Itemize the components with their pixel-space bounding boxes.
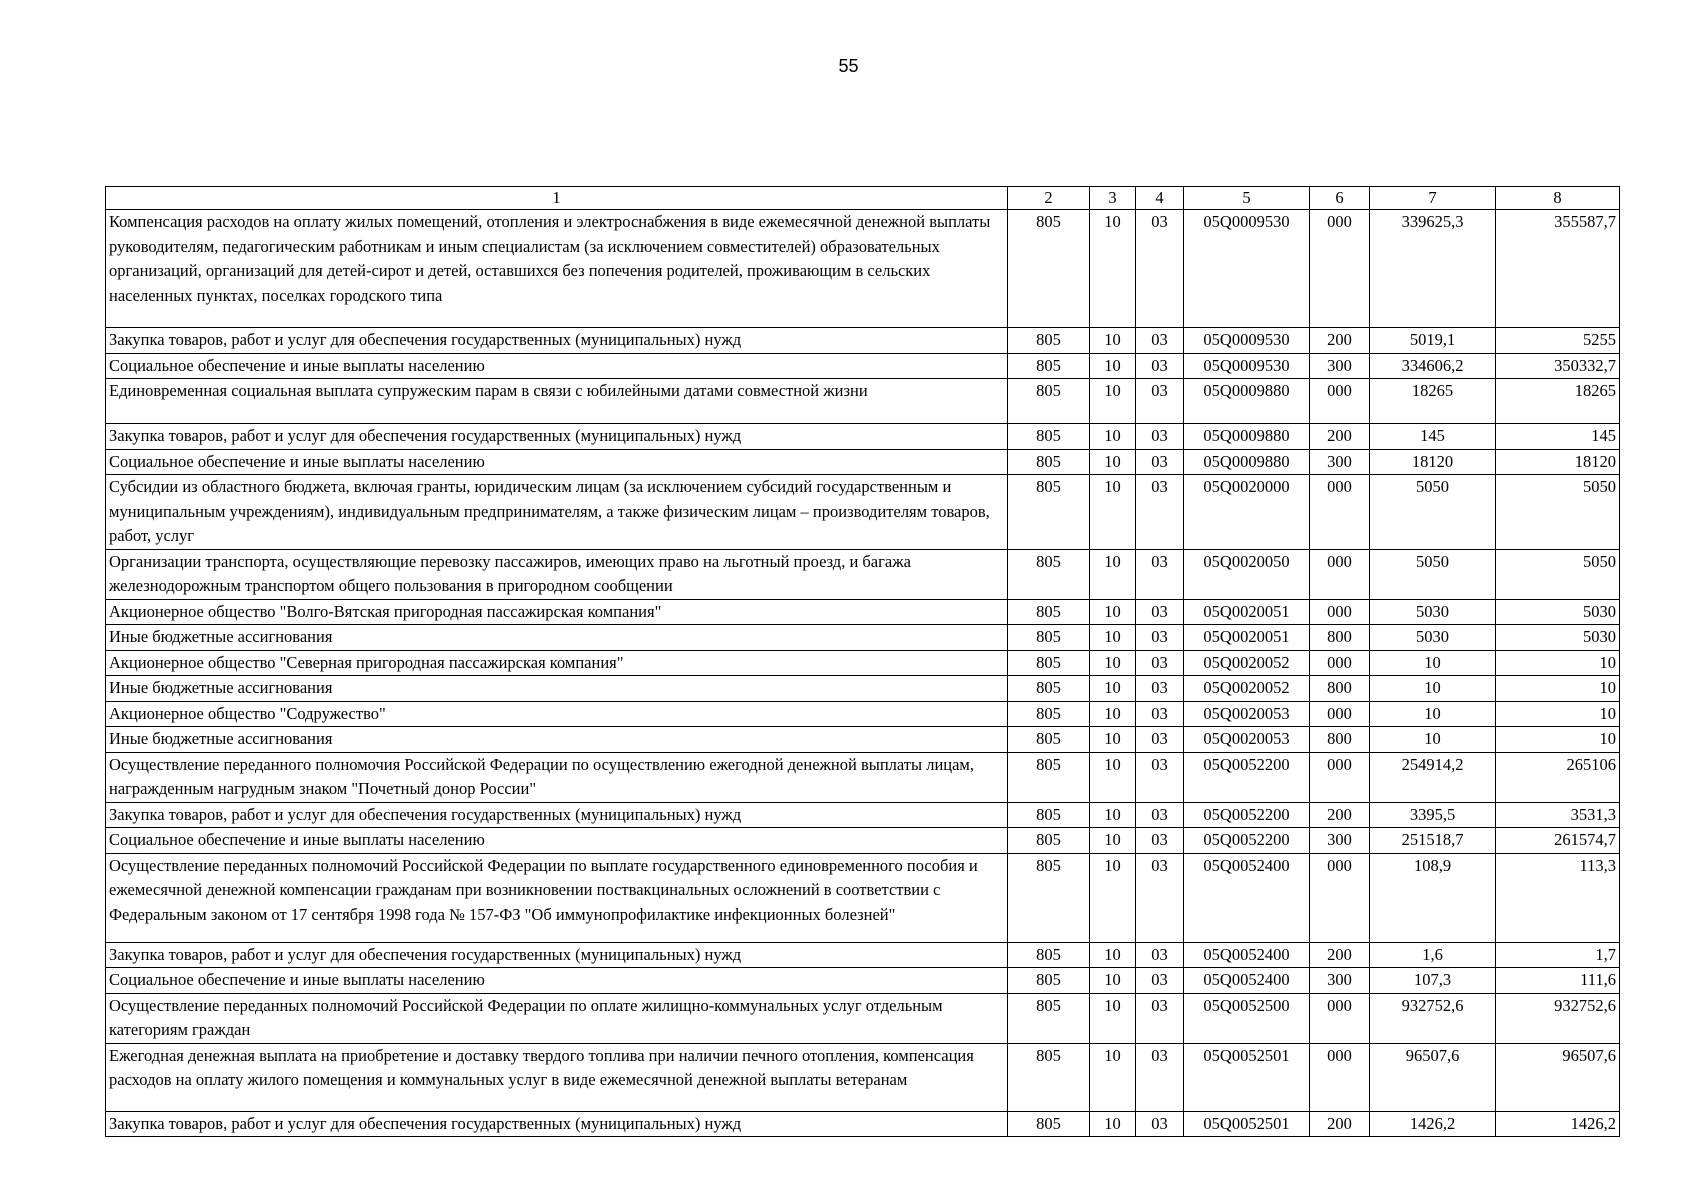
budget-table (105, 186, 1620, 1137)
row-code-cell: 96507,6 (1370, 1043, 1496, 1111)
row-code-cell: 800 (1310, 727, 1370, 753)
row-name-cell: Осуществление переданных полномочий Российской Федерации по выплате государственного единовременного пособия и ежемесячной денежной компенсации гражданам при возникновении поствакцинальных осложнений в соответствии с Федеральным законом от 17 сентября 1998 года № 157-ФЗ "Об иммунопрофилактике инфекционных болезней" (106, 853, 1008, 942)
header-cell: 6 (1310, 187, 1370, 210)
row-code-cell: 10 (1090, 650, 1136, 676)
row-code-cell: 805 (1008, 701, 1090, 727)
row-code-cell: 10 (1496, 650, 1620, 676)
row-code-cell: 10 (1090, 424, 1136, 450)
row-code-cell: 03 (1136, 650, 1184, 676)
header-cell: 4 (1136, 187, 1184, 210)
row-name-cell: Социальное обеспечение и иные выплаты населению (106, 968, 1008, 994)
row-name-cell: Осуществление переданных полномочий Российской Федерации по оплате жилищно-коммунальных услуг отдельным категориям граждан (106, 993, 1008, 1043)
row-code-cell: 3395,5 (1370, 802, 1496, 828)
row-code-cell: 805 (1008, 828, 1090, 854)
row-code-cell: 03 (1136, 475, 1184, 550)
row-code-cell: 10 (1090, 353, 1136, 379)
row-code-cell: 10 (1090, 968, 1136, 994)
row-code-cell: 05Q0052500 (1184, 993, 1310, 1043)
row-code-cell: 10 (1496, 701, 1620, 727)
row-name-cell: Ежегодная денежная выплата на приобретение и доставку твердого топлива при наличии печного отопления, компенсация расходов на оплату жилого помещения и коммунальных услуг в виде ежемесячной денежной выплаты ветеранам (106, 1043, 1008, 1111)
row-code-cell: 03 (1136, 210, 1184, 328)
table-row (106, 727, 1620, 753)
row-code-cell: 800 (1310, 676, 1370, 702)
row-code-cell: 805 (1008, 650, 1090, 676)
row-code-cell: 03 (1136, 1111, 1184, 1137)
row-code-cell: 805 (1008, 475, 1090, 550)
row-code-cell: 03 (1136, 993, 1184, 1043)
row-code-cell: 932752,6 (1496, 993, 1620, 1043)
header-cell: 2 (1008, 187, 1090, 210)
table-body (106, 210, 1620, 1137)
row-code-cell: 18120 (1370, 449, 1496, 475)
row-code-cell: 03 (1136, 424, 1184, 450)
row-code-cell: 334606,2 (1370, 353, 1496, 379)
table-row (106, 968, 1620, 994)
row-code-cell: 05Q0052400 (1184, 853, 1310, 942)
table-row (106, 599, 1620, 625)
row-code-cell: 805 (1008, 328, 1090, 354)
row-code-cell: 805 (1008, 752, 1090, 802)
table-row (106, 828, 1620, 854)
row-name-cell: Социальное обеспечение и иные выплаты населению (106, 449, 1008, 475)
page-number: 55 (838, 56, 859, 76)
table-row (106, 625, 1620, 651)
table-row (106, 549, 1620, 599)
row-code-cell: 10 (1090, 475, 1136, 550)
table-row (106, 353, 1620, 379)
row-code-cell: 05Q0052400 (1184, 942, 1310, 968)
row-code-cell: 05Q0052501 (1184, 1111, 1310, 1137)
row-code-cell: 10 (1090, 549, 1136, 599)
row-name-cell: Единовременная социальная выплата супружеским парам в связи с юбилейными датами совместной жизни (106, 379, 1008, 424)
table-row (106, 701, 1620, 727)
row-code-cell: 5030 (1370, 625, 1496, 651)
row-code-cell: 805 (1008, 802, 1090, 828)
row-code-cell: 000 (1310, 1043, 1370, 1111)
row-code-cell: 000 (1310, 475, 1370, 550)
row-code-cell: 251518,7 (1370, 828, 1496, 854)
row-code-cell: 10 (1090, 328, 1136, 354)
row-code-cell: 000 (1310, 752, 1370, 802)
row-code-cell: 107,3 (1370, 968, 1496, 994)
row-code-cell: 03 (1136, 379, 1184, 424)
table-row (106, 1111, 1620, 1137)
table-row (106, 853, 1620, 942)
row-code-cell: 805 (1008, 968, 1090, 994)
table-row (106, 993, 1620, 1043)
row-code-cell: 10 (1370, 727, 1496, 753)
row-code-cell: 113,3 (1496, 853, 1620, 942)
row-code-cell: 10 (1090, 701, 1136, 727)
header-cell: 8 (1496, 187, 1620, 210)
row-code-cell: 300 (1310, 828, 1370, 854)
row-code-cell: 10 (1090, 599, 1136, 625)
row-code-cell: 05Q0009530 (1184, 328, 1310, 354)
row-code-cell: 932752,6 (1370, 993, 1496, 1043)
row-code-cell: 10 (1090, 625, 1136, 651)
row-code-cell: 03 (1136, 853, 1184, 942)
table-row (106, 942, 1620, 968)
row-code-cell: 03 (1136, 625, 1184, 651)
row-code-cell: 03 (1136, 802, 1184, 828)
row-code-cell: 10 (1090, 993, 1136, 1043)
row-name-cell: Субсидии из областного бюджета, включая гранты, юридическим лицам (за исключением субсидий государственным и муниципальным учреждениям), индивидуальным предпринимателям, а также физическим лицам – производителям товаров, работ, услуг (106, 475, 1008, 550)
row-name-cell: Социальное обеспечение и иные выплаты населению (106, 353, 1008, 379)
row-name-cell: Иные бюджетные ассигнования (106, 727, 1008, 753)
row-code-cell: 10 (1090, 379, 1136, 424)
row-code-cell: 1426,2 (1496, 1111, 1620, 1137)
row-code-cell: 05Q0052200 (1184, 802, 1310, 828)
row-code-cell: 805 (1008, 424, 1090, 450)
row-code-cell: 18120 (1496, 449, 1620, 475)
row-code-cell: 03 (1136, 599, 1184, 625)
row-name-cell: Иные бюджетные ассигнования (106, 625, 1008, 651)
row-code-cell: 10 (1496, 676, 1620, 702)
table-row (106, 379, 1620, 424)
row-code-cell: 000 (1310, 379, 1370, 424)
row-code-cell: 03 (1136, 549, 1184, 599)
row-code-cell: 805 (1008, 449, 1090, 475)
row-code-cell: 10 (1090, 449, 1136, 475)
row-code-cell: 05Q0020051 (1184, 599, 1310, 625)
row-code-cell: 5050 (1496, 549, 1620, 599)
row-code-cell: 10 (1370, 650, 1496, 676)
row-name-cell: Закупка товаров, работ и услуг для обеспечения государственных (муниципальных) нужд (106, 424, 1008, 450)
row-code-cell: 10 (1090, 676, 1136, 702)
row-name-cell: Акционерное общество "Содружество" (106, 701, 1008, 727)
table-row (106, 650, 1620, 676)
row-code-cell: 000 (1310, 853, 1370, 942)
table-row (106, 328, 1620, 354)
row-code-cell: 805 (1008, 853, 1090, 942)
row-name-cell: Закупка товаров, работ и услуг для обеспечения государственных (муниципальных) нужд (106, 328, 1008, 354)
row-code-cell: 10 (1370, 676, 1496, 702)
row-code-cell: 96507,6 (1496, 1043, 1620, 1111)
row-code-cell: 03 (1136, 727, 1184, 753)
row-code-cell: 05Q0020053 (1184, 727, 1310, 753)
row-code-cell: 1,7 (1496, 942, 1620, 968)
row-code-cell: 05Q0009880 (1184, 449, 1310, 475)
row-code-cell: 10 (1090, 853, 1136, 942)
row-code-cell: 10 (1090, 210, 1136, 328)
table-row (106, 752, 1620, 802)
row-name-cell: Закупка товаров, работ и услуг для обеспечения государственных (муниципальных) нужд (106, 802, 1008, 828)
row-code-cell: 03 (1136, 328, 1184, 354)
row-name-cell: Осуществление переданного полномочия Российской Федерации по осуществлению ежегодной денежной выплаты лицам, награжденным нагрудным знаком "Почетный донор России" (106, 752, 1008, 802)
row-code-cell: 10 (1090, 942, 1136, 968)
header-cell: 1 (106, 187, 1008, 210)
table-row (106, 475, 1620, 550)
row-code-cell: 145 (1496, 424, 1620, 450)
row-code-cell: 805 (1008, 727, 1090, 753)
row-code-cell: 03 (1136, 676, 1184, 702)
row-code-cell: 5030 (1496, 625, 1620, 651)
row-code-cell: 05Q0020000 (1184, 475, 1310, 550)
row-code-cell: 000 (1310, 599, 1370, 625)
row-code-cell: 05Q0020052 (1184, 650, 1310, 676)
row-code-cell: 145 (1370, 424, 1496, 450)
row-name-cell: Закупка товаров, работ и услуг для обеспечения государственных (муниципальных) нужд (106, 942, 1008, 968)
row-code-cell: 3531,3 (1496, 802, 1620, 828)
row-code-cell: 000 (1310, 650, 1370, 676)
row-code-cell: 05Q0009530 (1184, 353, 1310, 379)
row-code-cell: 805 (1008, 942, 1090, 968)
table-row (106, 449, 1620, 475)
row-code-cell: 5050 (1370, 475, 1496, 550)
row-code-cell: 03 (1136, 828, 1184, 854)
row-code-cell: 805 (1008, 549, 1090, 599)
row-code-cell: 1,6 (1370, 942, 1496, 968)
row-code-cell: 5050 (1370, 549, 1496, 599)
row-code-cell: 300 (1310, 353, 1370, 379)
row-code-cell: 200 (1310, 942, 1370, 968)
row-code-cell: 05Q0020052 (1184, 676, 1310, 702)
row-code-cell: 18265 (1370, 379, 1496, 424)
row-code-cell: 03 (1136, 1043, 1184, 1111)
row-code-cell: 03 (1136, 353, 1184, 379)
row-code-cell: 05Q0009530 (1184, 210, 1310, 328)
row-code-cell: 05Q0052200 (1184, 752, 1310, 802)
row-code-cell: 18265 (1496, 379, 1620, 424)
table-row (106, 424, 1620, 450)
row-code-cell: 111,6 (1496, 968, 1620, 994)
header-cell: 5 (1184, 187, 1310, 210)
row-code-cell: 05Q0052200 (1184, 828, 1310, 854)
row-code-cell: 05Q0020053 (1184, 701, 1310, 727)
row-code-cell: 805 (1008, 1043, 1090, 1111)
header-cell: 7 (1370, 187, 1496, 210)
row-code-cell: 05Q0009880 (1184, 424, 1310, 450)
row-name-cell: Компенсация расходов на оплату жилых помещений, отопления и электроснабжения в виде ежемесячной денежной выплаты руководителям, педагогическим работникам и иным специалистам (за исключением совместителей) образовательных организаций, организаций для детей-сирот и детей, оставшихся без попечения родителей, проживающим в сельских населенных пунктах, поселках городского типа (106, 210, 1008, 328)
row-code-cell: 200 (1310, 1111, 1370, 1137)
row-code-cell: 805 (1008, 1111, 1090, 1137)
row-code-cell: 03 (1136, 942, 1184, 968)
row-code-cell: 805 (1008, 210, 1090, 328)
row-code-cell: 5030 (1370, 599, 1496, 625)
row-code-cell: 261574,7 (1496, 828, 1620, 854)
row-code-cell: 355587,7 (1496, 210, 1620, 328)
row-code-cell: 5030 (1496, 599, 1620, 625)
row-code-cell: 805 (1008, 599, 1090, 625)
row-code-cell: 5050 (1496, 475, 1620, 550)
row-code-cell: 200 (1310, 328, 1370, 354)
row-code-cell: 05Q0009880 (1184, 379, 1310, 424)
row-code-cell: 05Q0052400 (1184, 968, 1310, 994)
row-code-cell: 300 (1310, 968, 1370, 994)
header-row (106, 187, 1620, 210)
row-name-cell: Закупка товаров, работ и услуг для обеспечения государственных (муниципальных) нужд (106, 1111, 1008, 1137)
row-code-cell: 05Q0052501 (1184, 1043, 1310, 1111)
row-code-cell: 10 (1496, 727, 1620, 753)
row-code-cell: 805 (1008, 625, 1090, 651)
row-code-cell: 10 (1090, 1111, 1136, 1137)
row-name-cell: Иные бюджетные ассигнования (106, 676, 1008, 702)
row-code-cell: 300 (1310, 449, 1370, 475)
table-header (106, 187, 1620, 210)
row-code-cell: 03 (1136, 701, 1184, 727)
row-code-cell: 03 (1136, 449, 1184, 475)
row-code-cell: 000 (1310, 210, 1370, 328)
row-name-cell: Акционерное общество "Северная пригородная пассажирская компания" (106, 650, 1008, 676)
table-row (106, 802, 1620, 828)
row-code-cell: 254914,2 (1370, 752, 1496, 802)
row-code-cell: 805 (1008, 379, 1090, 424)
row-code-cell: 1426,2 (1370, 1111, 1496, 1137)
row-code-cell: 805 (1008, 993, 1090, 1043)
row-code-cell: 805 (1008, 353, 1090, 379)
table-row (106, 676, 1620, 702)
row-name-cell: Организации транспорта, осуществляющие перевозку пассажиров, имеющих право на льготный проезд, и багажа железнодорожным транспортом общего пользования в пригородном сообщении (106, 549, 1008, 599)
row-code-cell: 800 (1310, 625, 1370, 651)
row-code-cell: 05Q0020051 (1184, 625, 1310, 651)
row-code-cell: 000 (1310, 993, 1370, 1043)
row-code-cell: 200 (1310, 424, 1370, 450)
header-cell: 3 (1090, 187, 1136, 210)
row-code-cell: 10 (1090, 802, 1136, 828)
row-code-cell: 000 (1310, 701, 1370, 727)
row-code-cell: 000 (1310, 549, 1370, 599)
row-code-cell: 10 (1090, 1043, 1136, 1111)
row-name-cell: Акционерное общество "Волго-Вятская пригородная пассажирская компания" (106, 599, 1008, 625)
row-code-cell: 10 (1090, 752, 1136, 802)
table-row (106, 210, 1620, 328)
row-code-cell: 200 (1310, 802, 1370, 828)
table-row (106, 1043, 1620, 1111)
row-code-cell: 03 (1136, 752, 1184, 802)
row-code-cell: 339625,3 (1370, 210, 1496, 328)
row-code-cell: 350332,7 (1496, 353, 1620, 379)
row-name-cell: Социальное обеспечение и иные выплаты населению (106, 828, 1008, 854)
row-code-cell: 108,9 (1370, 853, 1496, 942)
row-code-cell: 03 (1136, 968, 1184, 994)
row-code-cell: 5255 (1496, 328, 1620, 354)
row-code-cell: 10 (1370, 701, 1496, 727)
row-code-cell: 805 (1008, 676, 1090, 702)
row-code-cell: 05Q0020050 (1184, 549, 1310, 599)
row-code-cell: 265106 (1496, 752, 1620, 802)
row-code-cell: 10 (1090, 828, 1136, 854)
row-code-cell: 10 (1090, 727, 1136, 753)
row-code-cell: 5019,1 (1370, 328, 1496, 354)
